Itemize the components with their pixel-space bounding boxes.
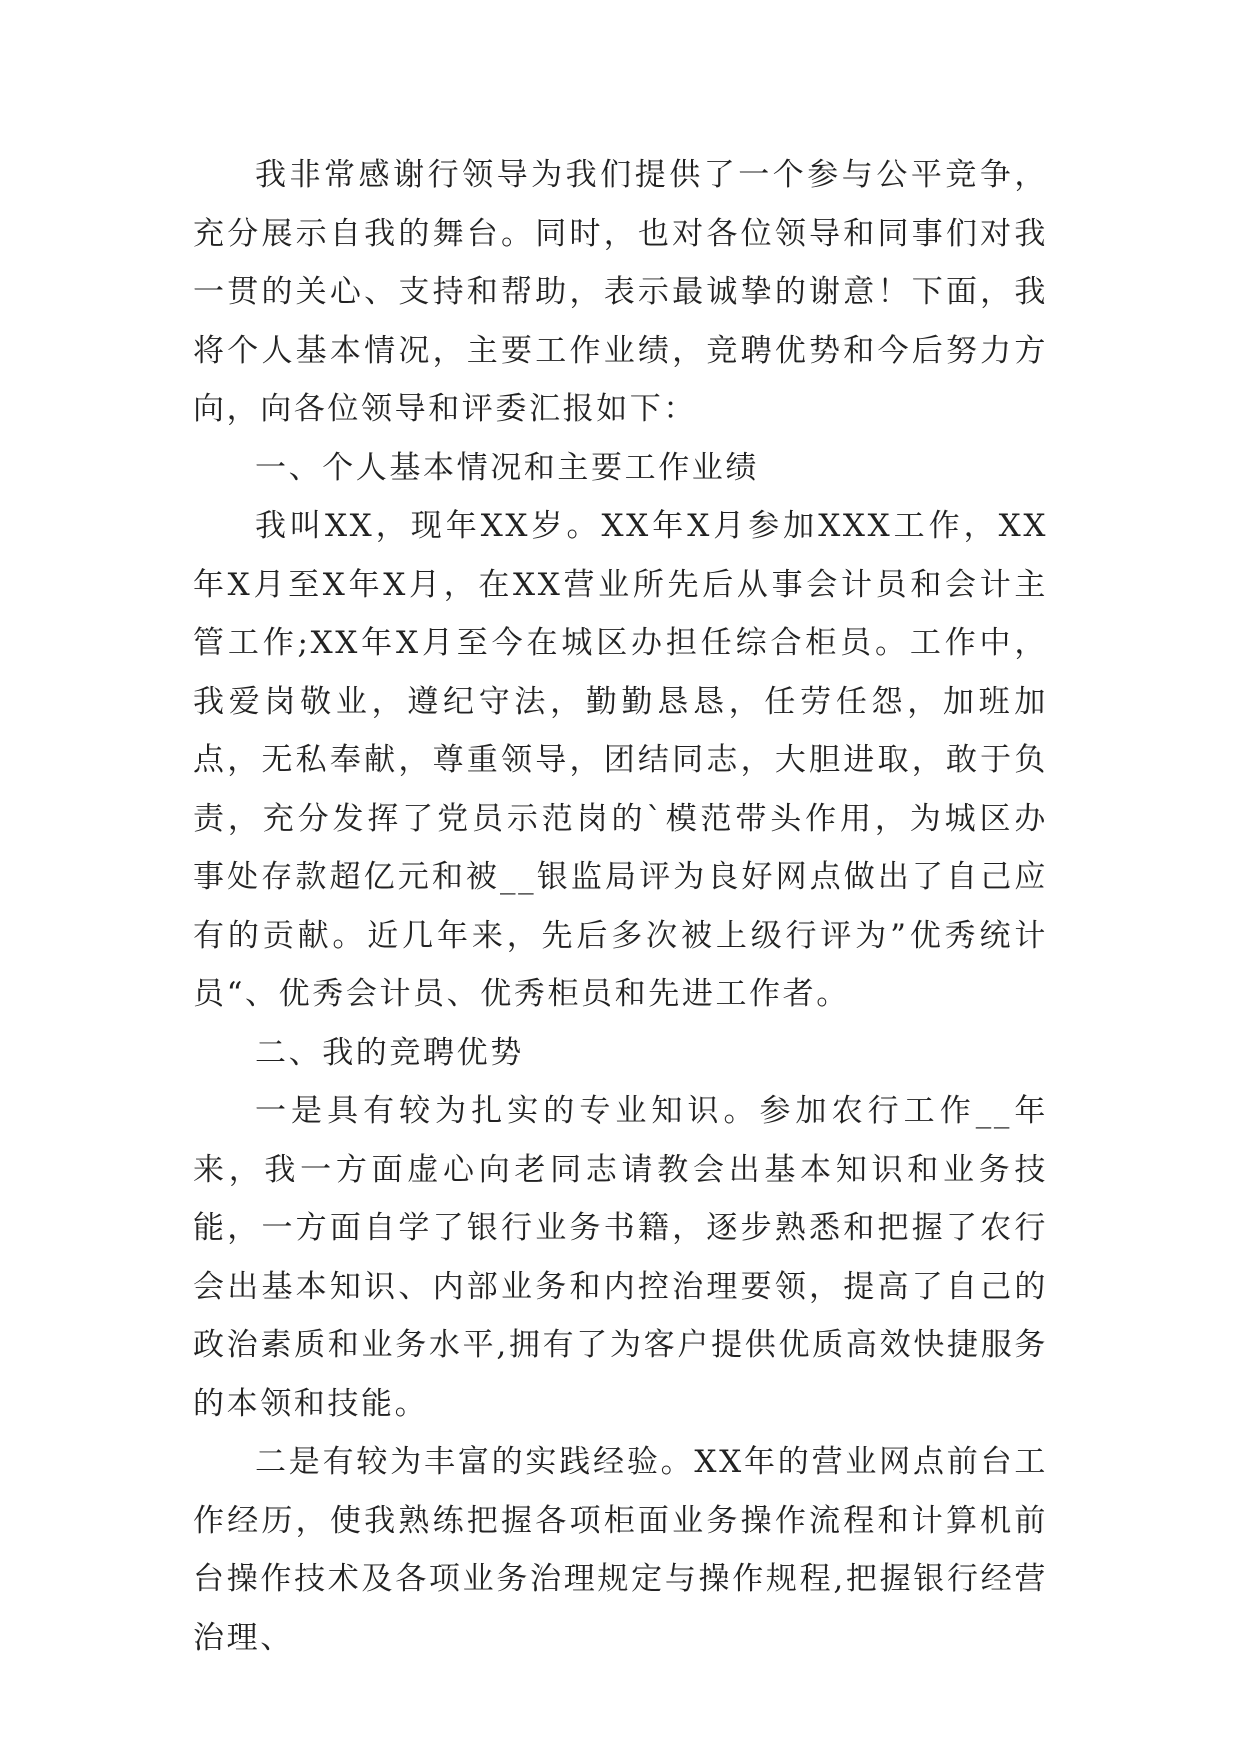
section-heading-basic-info: 一、个人基本情况和主要工作业绩: [255, 449, 759, 486]
paragraph-basic-info: 我叫XX，现年XX岁。XX年X月参加XXX工作，XX年X月至X年X月，在XX营业所先后从事会计员和会计主管工作;XX年X月至今在城区办担任综合柜员。工作中，我爱岗敬业，遵纪守法，勤勤恳恳，任劳任怨，加班加点，无私奉献，尊重领导，团结同志，大胆进取，敢于负责，充分发挥了党员示范岗的`模范带头作用，为城区办事处存款超亿元和被__银监局评为良好网点做出了自己应有的贡献。近几年来，先后多次被上级行评为”优秀统计员“、优秀会计员、优秀柜员和先进工作者。: [193, 508, 1048, 1012]
paragraph-advantage-experience: 二是有较为丰富的实践经验。XX年的营业网点前台工作经历，使我熟练把握各项柜面业务操作流程和计算机前台操作技术及各项业务治理规定与操作规程,把握银行经营治理、: [193, 1444, 1048, 1656]
paragraph-advantage-knowledge: 一是具有较为扎实的专业知识。参加农行工作__年来，我一方面虚心向老同志请教会出基本知识和业务技能，一方面自学了银行业务书籍，逐步熟悉和把握了农行会出基本知识、内部业务和内控治理要领，提高了自己的政治素质和业务水平,拥有了为客户提供优质高效快捷服务的本领和技能。: [193, 1093, 1048, 1422]
document-body: [193, 146, 1048, 1667]
section-heading-advantages: 二、我的竞聘优势: [255, 1034, 524, 1071]
paragraph-intro: 我非常感谢行领导为我们提供了一个参与公平竞争，充分展示自我的舞台。同时，也对各位领导和同事们对我一贯的关心、支持和帮助，表示最诚挚的谢意！下面，我将个人基本情况，主要工作业绩，竞聘优势和今后努力方向，向各位领导和评委汇报如下：: [193, 157, 1048, 427]
